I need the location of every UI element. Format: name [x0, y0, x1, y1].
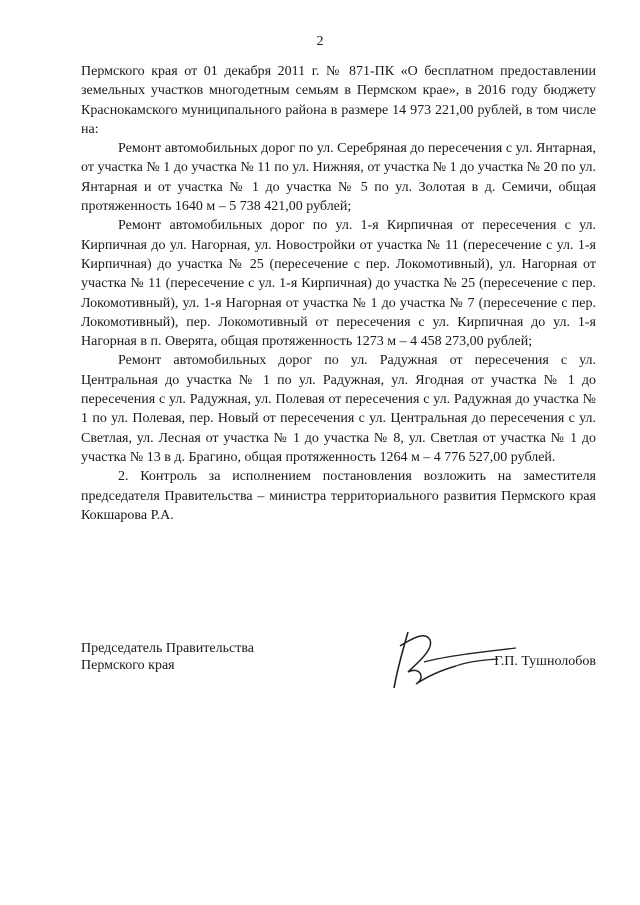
page-number: 2	[316, 34, 324, 49]
paragraph-intro: Пермского края от 01 декабря 2011 г. № 871-ПК «О бесплатном предоставлении земельных участков многодетным семьям в Пермском крае», в 2016 году бюджету Краснокамского муниципального района в размере 14 973 221,00 рублей, в том числе на:	[81, 64, 596, 137]
signer-title	[81, 640, 254, 674]
paragraph-overyata-roads: Ремонт автомобильных дорог по ул. 1-я Кирпичная от пересечения с ул. Кирпичная до ул. Нагорная, ул. Новостройки от участка № 11 (пересечение с ул. 1-я Кирпичная) до участка № 25 (пересечение с пер. Локомотивный), ул. Нагорная от участка № 11 (пересечение с ул. 1-я Кирпичная) до участка № 25 (пересечение с пер. Локомотивный), ул. 1-я Нагорная от участка № 1 до участка № 7 (пересечение с пер. Локомотивный), пер. Локомотивный от пересечения с ул. Кирпичная до ул. 1-я Нагорная в п. Оверята, общая протяженность 1273 м – 4 458 273,00 рублей;	[81, 218, 596, 350]
paragraph-bragino-roads: Ремонт автомобильных дорог по ул. Радужная от пересечения с ул. Центральная до участка № 1 по ул. Радужная, ул. Ягодная от участка № 1 до пересечения с ул. Радужная, ул. Полевая от пересечения с ул. Радужная до участка № 1 по ул. Полевая, пер. Новый от пересечения с ул. Центральная до пересечения с ул. Светлая, ул. Лесная от участка № 1 до участка № 8, ул. Светлая от участка № 1 до участка № 13 в д. Брагино, общая протяженность 1264 м – 4 776 527,00 рублей.	[81, 353, 596, 465]
signer-name: Г.П. Тушнолобов	[494, 654, 596, 669]
paragraph-semichi-roads: Ремонт автомобильных дорог по ул. Серебряная до пересечения с ул. Янтарная, от участка № 1 до участка № 11 по ул. Нижняя, от участка № 1 до участка № 20 по ул. Янтарная и от участка № 1 до участка № 5 по ул. Золотая в д. Семичи, общая протяженность 1640 м – 5 738 421,00 рублей;	[81, 141, 596, 215]
signature-block	[81, 640, 596, 700]
paragraph-control-clause: 2. Контроль за исполнением постановления возложить на заместителя председателя Правительства – министра территориального развития Пермского края Кокшарова Р.А.	[81, 469, 596, 523]
signer-title-line1: Председатель Правительства	[81, 641, 254, 656]
signer-title-line2: Пермского края	[81, 658, 175, 673]
document-body	[81, 62, 596, 525]
